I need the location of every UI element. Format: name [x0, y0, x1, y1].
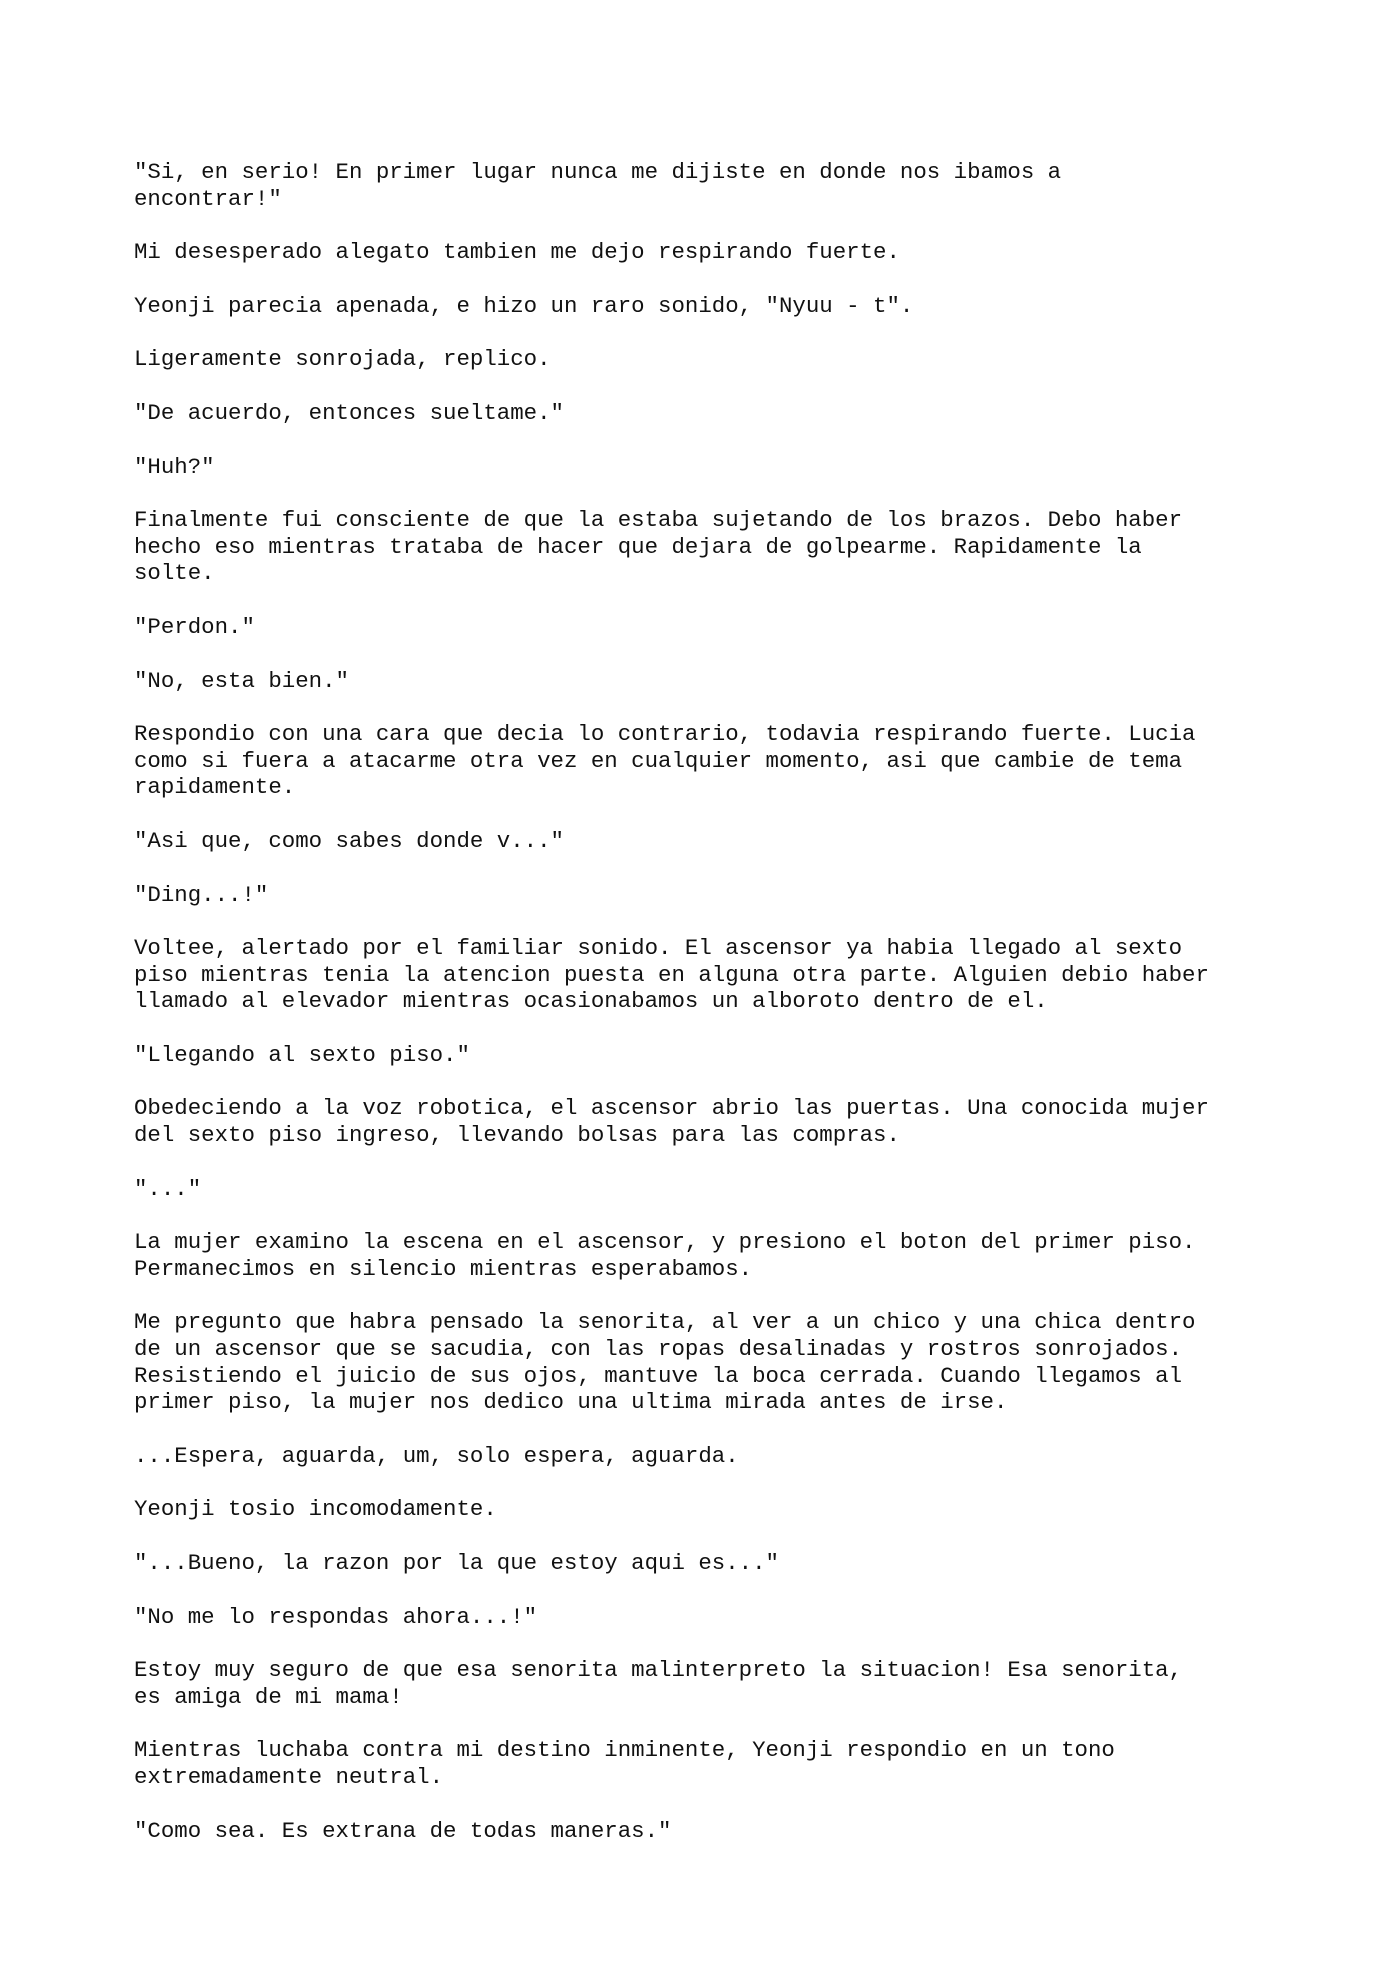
- paragraph: "Si, en serio! En primer lugar nunca me dijiste en donde nos ibamos a encontrar!": [134, 159, 1062, 212]
- paragraph: Respondio con una cara que decia lo contrario, todavia respirando fuerte. Lucia como si fuera a atacarme otra vez en cualquier momento, asi que cambie de tema rapidamente.: [134, 721, 1196, 801]
- paragraph: ...Espera, aguarda, um, solo espera, aguarda.: [134, 1442, 739, 1469]
- paragraph: La mujer examino la escena en el ascensor, y presiono el boton del primer piso. Permanecimos en silencio mientras esperabamos.: [134, 1229, 1196, 1282]
- paragraph: Mi desesperado alegato tambien me dejo respirando fuerte.: [134, 239, 900, 266]
- paragraph: "No me lo respondas ahora...!": [134, 1603, 538, 1630]
- paragraph: "Huh?": [134, 453, 215, 480]
- paragraph: Yeonji parecia apenada, e hizo un raro sonido, "Nyuu - t".: [134, 292, 914, 319]
- paragraph: "Como sea. Es extrana de todas maneras.": [134, 1817, 672, 1844]
- paragraph: Ligeramente sonrojada, replico.: [134, 346, 551, 373]
- paragraph: "No, esta bien.": [134, 667, 349, 694]
- paragraph: Yeonji tosio incomodamente.: [134, 1496, 497, 1523]
- paragraph: Mientras luchaba contra mi destino inminente, Yeonji respondio en un tono extremadamente neutral.: [134, 1737, 1115, 1790]
- paragraph: Voltee, alertado por el familiar sonido. El ascensor ya habia llegado al sexto piso mientras tenia la atencion puesta en alguna otra parte. Alguien debio haber llamado al elevador mientras ocasionabamos un alboroto dentro de el.: [134, 935, 1209, 1015]
- paragraph: "Llegando al sexto piso.": [134, 1041, 470, 1068]
- document-body: [134, 159, 1284, 1871]
- paragraph: "Perdon.": [134, 613, 255, 640]
- paragraph: "Asi que, como sabes donde v...": [134, 827, 564, 854]
- paragraph: Estoy muy seguro de que esa senorita malinterpreto la situacion! Esa senorita, es amiga de mi mama!: [134, 1657, 1183, 1710]
- paragraph: "De acuerdo, entonces sueltame.": [134, 399, 564, 426]
- paragraph: Finalmente fui consciente de que la estaba sujetando de los brazos. Debo haber hecho eso mientras trataba de hacer que dejara de golpearme. Rapidamente la solte.: [134, 507, 1183, 587]
- paragraph: "...Bueno, la razon por la que estoy aqui es...": [134, 1550, 779, 1576]
- paragraph: Obedeciendo a la voz robotica, el ascensor abrio las puertas. Una conocida mujer del sexto piso ingreso, llevando bolsas para las compras.: [134, 1095, 1209, 1149]
- paragraph: "...": [134, 1175, 202, 1202]
- paragraph: Me pregunto que habra pensado la senorita, al ver a un chico y una chica dentro de un ascensor que se sacudia, con las ropas desalinadas y rostros sonrojados. Resistiendo el juicio de sus ojos, mantuve la boca cerrada. Cuando llegamos al primer piso, la mujer nos dedico una ultima mirada antes de irse.: [134, 1309, 1196, 1416]
- paragraph: "Ding...!": [134, 881, 269, 908]
